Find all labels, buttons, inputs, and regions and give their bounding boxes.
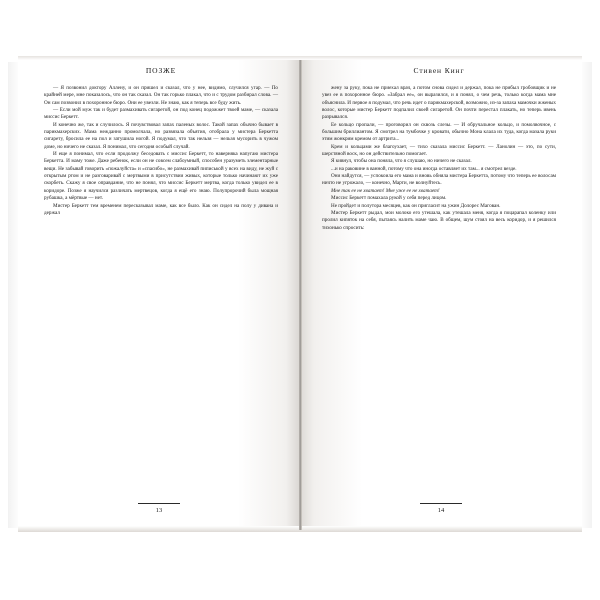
- right-page: [300, 60, 582, 530]
- left-page: [18, 60, 300, 530]
- left-page-number: 13: [155, 507, 163, 514]
- paragraph: Ее кольцо пропали, — проговорил он сквозь слезы. — И обручальное кольцо, и помолвочное, с большим бриллиантом. Я смотрел на тумбочке у кровати, обычно Мона клала их туда, когда мазала руки этим жонкрим кремом от артрита...: [322, 121, 556, 143]
- left-page-text-column: [44, 85, 278, 217]
- paragraph: — Я позвонил доктору Аллену, и он пришел и сказал, что у нее, видимо, случился угар. — По крайней мере, мне показалось, что он так сказал. Он так горько плакал, что и с трудом разбирал слова. — Он сам позвонил в похоронное бюро. Они ее увезли. Не знаю, как я теперь все буду жить.: [44, 85, 278, 106]
- right-page-running-head: Стивен Кинг: [413, 66, 465, 75]
- right-page-number: 14: [437, 507, 445, 514]
- paragraph: Миссис Беркетт помахала рукой у себя перед лицом.: [331, 195, 447, 202]
- open-book-spread: [18, 60, 582, 530]
- paragraph: Мистер Беркетт рыдал, мои молоко его утешала, как утешала меня, когда я поцарапал коленку или пролил кипяток на себя, пытаясь налить маме чаю. В общем, шум стоял на весь коридор, и я решился тихонько спросить:: [322, 209, 556, 231]
- paragraph: Они найдутся, — успокоила его мама и вновь обняла мистера Беркетта, потому что теперь ее волосам ничто не угрожало, — конечно, Марти, не волнуйтесь.: [322, 173, 556, 187]
- folio-rule: [138, 503, 180, 504]
- paragraph: — Если мой муж так и будет размахивать сигаретой, он под конец подожжет твоей маме, — сказала миссис Беркетт.: [44, 107, 278, 121]
- folio-rule: [420, 503, 462, 504]
- paragraph: жену за руку, пока не приехал врач, а потом снова сидел и держал, пока не прибыл гробовщик и не увез ее в похоронное бюро. «Забрал ее», он выразился, и я понял, о чем речь, только когда мама мне объяснила. И первое я подумал, что речь идет о парикмахерской, возможно, из-за запаха мамочки жженых волос, которые мистер Беркетт подпалил своей сигаретой. Он почти перестал плакать, но теперь ивень разрывался.: [322, 85, 556, 121]
- paragraph: Я кивнул, чтобы она поняла, что я слушаю, но ничего не сказал.: [331, 158, 472, 165]
- paragraph: ...и на раковине в ванной, потому что она иногда оставляет их там... я смотрел везде.: [331, 165, 517, 172]
- right-page-folio: [300, 503, 582, 514]
- paragraph: И конечно же, так и случилось. Я почувствовал запах паленых волос. Такой запах обычно бывает в парикмахерских. Мама нежданно промолчала, но развязала объятия, отобрала у мистера Беркетта сигарету, бросила ее на пол и затушила ногой. Я подумал, что так нельзя — нельзя мусорить в чужом доме, но ничего не сказал. Я понимал, что сегодня особый случай.: [44, 121, 278, 150]
- right-page-text-column: [322, 85, 556, 232]
- left-page-running-head: ПОЗЖЕ: [145, 66, 177, 75]
- left-page-folio: [18, 503, 300, 514]
- paragraph: И еще я понимал, что если продолжу беседовать с миссис Беркетт, то наверняка напугаю мистера Беркетта. И маму тоже. Даже ребенок, если он не совсем слабоумный, способен уразуметь элементарные вещи. Не забывай говорить «пожалуйста» и «спасибо», не размахивай пиписькой у всех на виду, не жуй с открытым ртом и не разговаривай с мертвыми в присутствии живых, которые только начинают их уже скорбеть. Скажу я свое оправдание, что не понял, что миссис Беркетт мертва, когда только увидел ее в коридоре. Позже я научился различать мертвецов, когда я ещё его знаю. Полупророчий была мощная рубашка, а мёртвые — нет.: [44, 151, 278, 202]
- paragraph-italic: Мне так ее не хватает! Мне уже ее не хватает!: [331, 187, 440, 194]
- paragraph: Крем и кольцами же благоухает, — тихо сказала миссис Беркетт. — Ланолин — это, по сути, шерстяной воск, но он действительно помогает.: [322, 143, 556, 158]
- paragraph: Не пройдет и полутора месяцев, как он пригласит на ужин Долорес Магован.: [331, 202, 501, 209]
- paragraph: Мистер Беркетт тем временем пересказывал маме, как все было. Как он сидел на полу у дивана и держал: [44, 202, 278, 216]
- book-gutter: [299, 60, 302, 530]
